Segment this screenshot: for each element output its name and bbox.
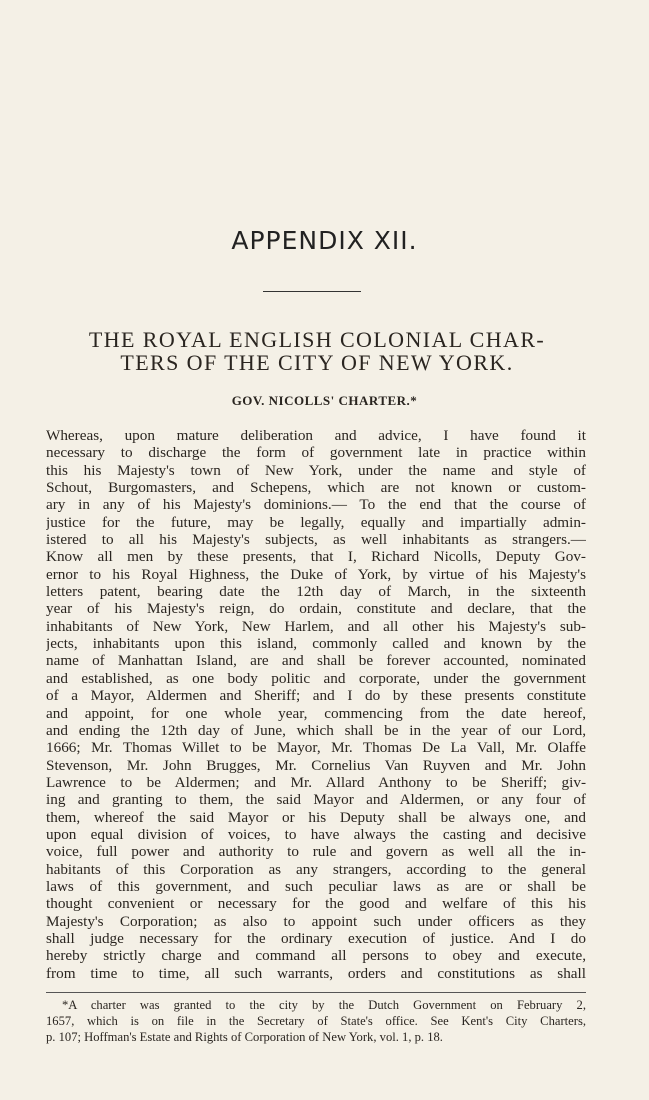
body-line: justice for the future, may be legally, equally and impartially admin-: [46, 513, 586, 531]
body-line: habitants of this Corporation as any strangers, according to the general: [46, 860, 586, 878]
footnote-line: 1657, which is on file in the Secretary of State's office. See Kent's City Charters,: [46, 1014, 586, 1028]
body-line: from time to time, all such warrants, orders and constitutions as shall: [46, 964, 586, 982]
body-line: Majesty's Corporation; as also to appoint such under officers as they: [46, 912, 586, 930]
body-line: 1666; Mr. Thomas Willet to be Mayor, Mr. Thomas De La Vall, Mr. Olaffe: [46, 739, 586, 757]
chapter-title: [46, 328, 588, 374]
footnote-line: p. 107; Hoffman's Estate and Rights of Corporation of New York, vol. 1, p. 18.: [46, 1030, 443, 1044]
body-line: inhabitants of New York, New Harlem, and all other his Majesty's sub-: [46, 617, 586, 635]
body-line: Lawrence to be Aldermen; and Mr. Allard Anthony to be Sheriff; giv-: [46, 773, 586, 791]
body-line: Know all men by these presents, that I, Richard Nicolls, Deputy Gov-: [46, 548, 586, 566]
body-line: jects, inhabitants upon this island, commonly called and known by the: [46, 635, 586, 653]
body-line: upon equal division of voices, to have always the casting and decisive: [46, 825, 586, 843]
body-line: thought convenient or necessary for the good and welfare of this his: [46, 895, 586, 913]
body-line: Schout, Burgomasters, and Schepens, which are not known or custom-: [46, 479, 586, 497]
chapter-title-line-2: TERS OF THE CITY OF NEW YORK.: [120, 350, 514, 375]
body-line: Whereas, upon mature deliberation and advice, I have found it: [46, 427, 586, 444]
chapter-title-line-1: THE ROYAL ENGLISH COLONIAL CHAR-: [88, 327, 546, 352]
body-line: ary in any of his Majesty's dominions.— To the end that the course of: [46, 496, 586, 514]
body-line: this his Majesty's town of New York, under the name and style of: [46, 461, 586, 479]
body-line: hereby strictly charge and command all persons to obey and execute,: [46, 947, 586, 965]
body-line: ernor to his Royal Highness, the Duke of York, by virtue of his Majesty's: [46, 565, 586, 583]
body-line: them, whereof the said Mayor or his Deputy shall be always one, and: [46, 808, 586, 826]
section-subtitle: GOV. NICOLLS' CHARTER.*: [231, 393, 418, 408]
body-line: letters patent, bearing date the 12th day of March, in the sixteenth: [46, 583, 586, 601]
body-line: of a Mayor, Aldermen and Sheriff; and I do by these presents constitute: [46, 687, 586, 705]
body-line: ing and granting to them, the said Mayor and Aldermen, or any four of: [46, 791, 586, 809]
body-line: istered to all his Majesty's subjects, as well inhabitants as strangers.—: [46, 531, 586, 549]
body-line: voice, full power and authority to rule and govern as well all the in-: [46, 843, 586, 861]
body-line: necessary to discharge the form of government late in practice within: [46, 444, 586, 462]
body-line: shall judge necessary for the ordinary execution of justice. And I do: [46, 929, 586, 947]
body-line: and appoint, for one whole year, commencing from the date hereof,: [46, 704, 586, 722]
body-line: and established, as one body politic and corporate, under the government: [46, 669, 586, 687]
footnote: [46, 997, 586, 1045]
body-text: [46, 427, 586, 982]
body-line: and ending the 12th day of June, which shall be in the year of our Lord,: [46, 721, 586, 739]
body-line: laws of this government, and such peculiar laws as are or shall be: [46, 877, 586, 895]
heading-rule: [263, 291, 361, 292]
appendix-heading: APPENDIX XII.: [231, 226, 418, 255]
footnote-line: *A charter was granted to the city by the Dutch Government on February 2,: [62, 998, 586, 1012]
body-line: name of Manhattan Island, are and shall be forever accounted, nominated: [46, 652, 586, 670]
body-line: year of his Majesty's reign, do ordain, constitute and declare, that the: [46, 600, 586, 618]
body-line: Stevenson, Mr. John Brugges, Mr. Cornelius Van Ruyven and Mr. John: [46, 756, 586, 774]
footnote-rule: [46, 992, 586, 993]
